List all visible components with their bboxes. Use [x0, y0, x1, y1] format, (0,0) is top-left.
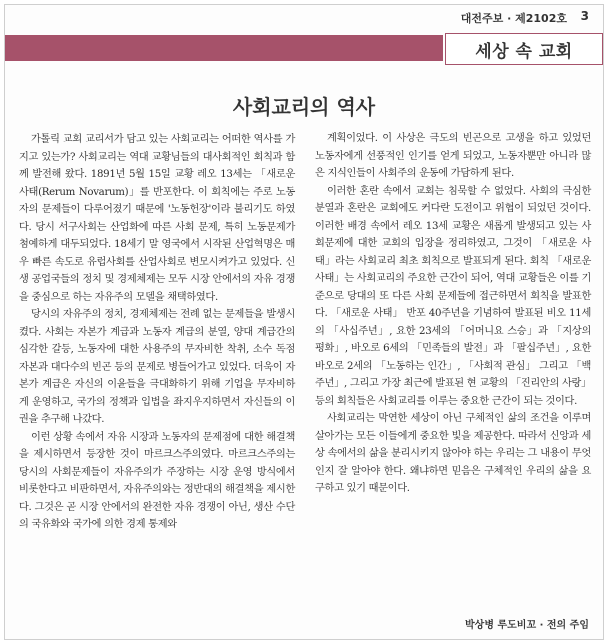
paragraph: 사회교리는 막연한 세상이 아닌 구체적인 삶의 조건을 이루며 살아가는 모든 이들에게 중요한 빛을 제공한다. 따라서 신앙과 세상 속에서의 삶을 분리시키지 않아야 하는 우리는 그 내용이 무엇인지 잘 알아야 한다. 왜냐하면 믿음은 구체적인 우리의 삶을 요구하고 있기 때문이다.: [315, 413, 591, 494]
article-byline: 박상병 루도비꼬 · 전의 주임: [465, 620, 589, 631]
paragraph: 계획이었다. 이 사상은 극도의 빈곤으로 고생을 하고 있었던 노동자에게 선풍적인 인기를 얻게 되었고, 노동자뿐만 아니라 많은 지식인들이 사회주의 운동에 가담하게 된다.: [315, 133, 591, 179]
section-title: 세상 속 교회: [475, 41, 573, 62]
article-title: 사회교리의 역사: [232, 95, 376, 119]
publication-info: 대전주보 · 제2102호: [460, 12, 567, 25]
section-color-band: [5, 35, 443, 61]
page-header: [5, 5, 603, 27]
page-number: 3: [580, 9, 589, 23]
section-title-box: [445, 33, 603, 65]
article-column-right: [315, 130, 591, 498]
article-column-left: [19, 131, 295, 534]
paragraph: 이런 상황 속에서 자유 시장과 노동자의 문제점에 대한 해결책을 제시하면서 등장한 것이 마르크스주의였다. 마르크스주의는 당시의 사회문제들이 자유주의가 주장하는 시장 운영 방식에서 비롯한다고 비판하면서, 자유주의와는 정반대의 해결책을 제시한다. 그것은 곧 시장 안에서의 완전한 자유 경쟁이 아닌, 생산 수단의 국유화와 국가에 의한 경제 통제와: [19, 431, 295, 530]
paragraph: 이러한 혼란 속에서 교회는 침묵할 수 없었다. 사회의 극심한 분열과 혼란은 교회에도 커다란 도전이고 위협이 되었던 것이다. 이러한 배경 속에서 레오 13세 교황은 새롭게 발생되고 있는 사회문제에 대한 교회의 입장을 정리하였고, 그것이 「새로운 사태」라는 사회교리 최초 회칙으로 발표되게 된다. 회칙 「새로운 사태」는 사회교리의 주요한 근간이 되어, 역대 교황들은 이를 기준으로 당대의 또 다른 사회 문제들에 접근하면서 회칙을 발표한다. 「새로운 사태」 반포 40주년을 기념하여 발표된 비오 11세의 「사십주년」, 요한 23세의 「어머니요 스승」과 「지상의 평화」, 바오로 6세의 「민족들의 발전」과 「팔십주년」, 요한 바오로 2세의 「노동하는 인간」, 「사회적 관심」 그리고 「백주년」, 그리고 가장 최근에 발표된 현 교황의 「진리안의 사랑」 등의 회칙들은 사회교리를 이루는 중요한 근간이 되는 것이다.: [315, 185, 591, 407]
newspaper-page: [4, 4, 604, 640]
paragraph: 당시의 자유주의 정치, 경제체제는 전례 없는 문제들을 발생시켰다. 사회는 자본가 계급과 노동자 계급의 분열, 양대 계급간의 심각한 갈등, 노동자에 대한 사용주의 무자비한 착취, 소수 독점 자본과 대다수의 빈곤 등의 문제로 병들어가고 있었다. 더욱이 자본가 계급은 자신의 이윤들을 극대화하기 위해 기업을 무자비하게 운영하고, 국가의 정책과 입법을 좌지우지하면서 자신들의 이권을 추구해 나갔다.: [19, 309, 295, 425]
paragraph: 가톨릭 교회 교리서가 담고 있는 사회교리는 어떠한 역사를 가지고 있는가? 사회교리는 역대 교황님들의 대사회적인 회칙과 함께 발전해 왔다. 1891년 5월 15일 교황 레오 13세는 「새로운 사태(Rerum Novarum)」를 반포한다. 이 회칙에는 주로 노동자의 문제들이 다루어졌기 때문에 '노동헌장'이라 불리기도 하였다. 당시 서구사회는 산업화에 따른 사회 문제, 특히 노동문제가 첨예하게 대두되었다. 18세기 말 영국에서 시작된 산업혁명은 매우 빠른 속도로 유럽사회를 산업사회로 변모시켜가고 있었다. 신생 공업국들의 정치 및 경제체제는 모두 시장 안에서의 자유 경쟁을 중심으로 하는 자유주의 모델을 채택하였다.: [19, 134, 295, 303]
